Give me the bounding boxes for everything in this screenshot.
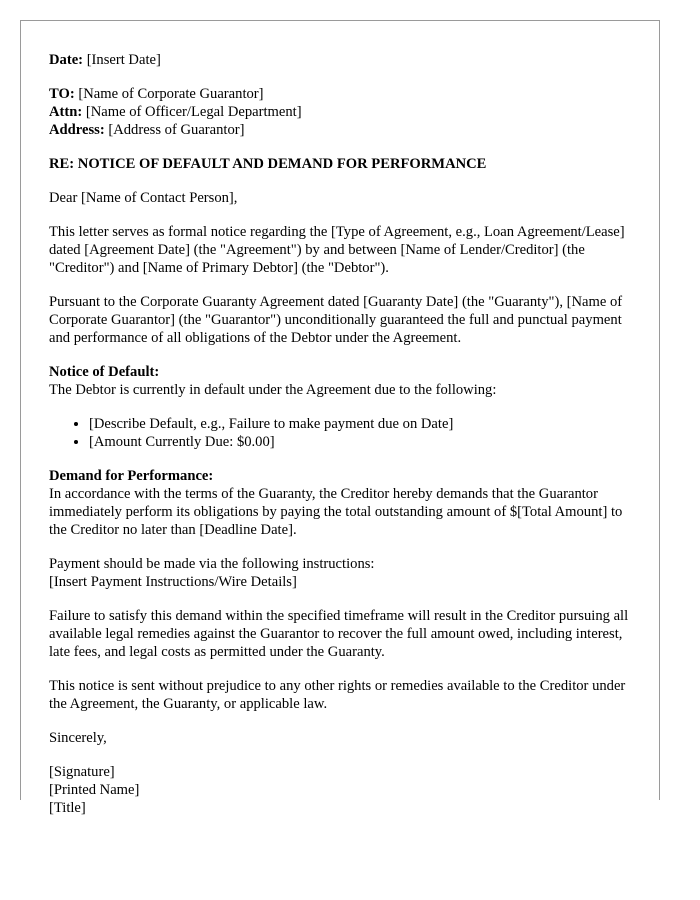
to-line <box>49 85 631 103</box>
date-label: Date: <box>49 52 84 68</box>
date-value: [Insert Date] <box>83 52 161 68</box>
attn-value: [Name of Officer/Legal Department] <box>82 104 302 120</box>
date-line <box>49 51 631 69</box>
demand-text: In accordance with the terms of the Guaranty, the Creditor hereby demands that the Guarantor immediately perform its obligations by paying the total outstanding amount of $[Total Amount] to the Creditor no later than [Deadline Date]. <box>49 486 623 538</box>
letter-page <box>20 20 660 816</box>
to-value: [Name of Corporate Guarantor] <box>74 86 264 102</box>
signature-placeholder: [Signature] <box>49 764 115 780</box>
closing: Sincerely, <box>49 730 107 746</box>
recipient-block <box>49 85 631 139</box>
list-item: • [Describe Default, e.g., Failure to make payment due on Date] <box>89 415 631 433</box>
list-item: • [Amount Currently Due: $0.00] <box>89 433 631 451</box>
subject-text: RE: NOTICE OF DEFAULT AND DEMAND FOR PERFORMANCE <box>49 156 487 172</box>
notice-of-default-heading: Notice of Default: <box>49 364 160 380</box>
failure-paragraph: Failure to satisfy this demand within the specified timeframe will result in the Creditor pursuing all available legal remedies against the Guarantor to recover the full amount owed, including interest, late fees, and legal costs as permitted under the Guaranty. <box>49 608 629 660</box>
intro-paragraph: This letter serves as formal notice regarding the [Type of Agreement, e.g., Loan Agreement/Lease] dated [Agreement Date] (the "Agreement") by and between [Name of Lender/Creditor] (the "Creditor") and [Name of Primary Debtor] (the "Debtor"). <box>49 224 625 276</box>
guaranty-paragraph: Pursuant to the Corporate Guaranty Agreement dated [Guaranty Date] (the "Guaranty"), [Name of Corporate Guarantor] (the "Guarantor") unconditionally guaranteed the full and punctual payment and performance of all obligations of the Debtor under the Agreement. <box>49 294 623 346</box>
salutation: Dear [Name of Contact Person], <box>49 190 238 206</box>
payment-instructions <box>49 555 631 591</box>
signature-block <box>49 763 631 817</box>
subject-line <box>49 155 631 173</box>
payment-line-1: Payment should be made via the following instructions: <box>49 556 375 572</box>
address-line <box>49 121 631 139</box>
to-label: TO: <box>49 86 75 102</box>
payment-line-2: [Insert Payment Instructions/Wire Details] <box>49 574 297 590</box>
default-items-list <box>49 415 631 451</box>
attn-label: Attn: <box>49 104 83 120</box>
notice-of-default-section <box>49 363 631 451</box>
demand-section <box>49 467 631 539</box>
notice-of-default-text: The Debtor is currently in default under the Agreement due to the following: <box>49 382 497 398</box>
attn-line <box>49 103 631 121</box>
address-label: Address: <box>49 122 105 138</box>
title-placeholder: [Title] <box>49 800 86 816</box>
demand-heading: Demand for Performance: <box>49 468 214 484</box>
address-value: [Address of Guarantor] <box>104 122 245 138</box>
prejudice-paragraph: This notice is sent without prejudice to any other rights or remedies available to the Creditor under the Agreement, the Guaranty, or applicable law. <box>49 678 626 712</box>
printed-name-placeholder: [Printed Name] <box>49 782 140 798</box>
